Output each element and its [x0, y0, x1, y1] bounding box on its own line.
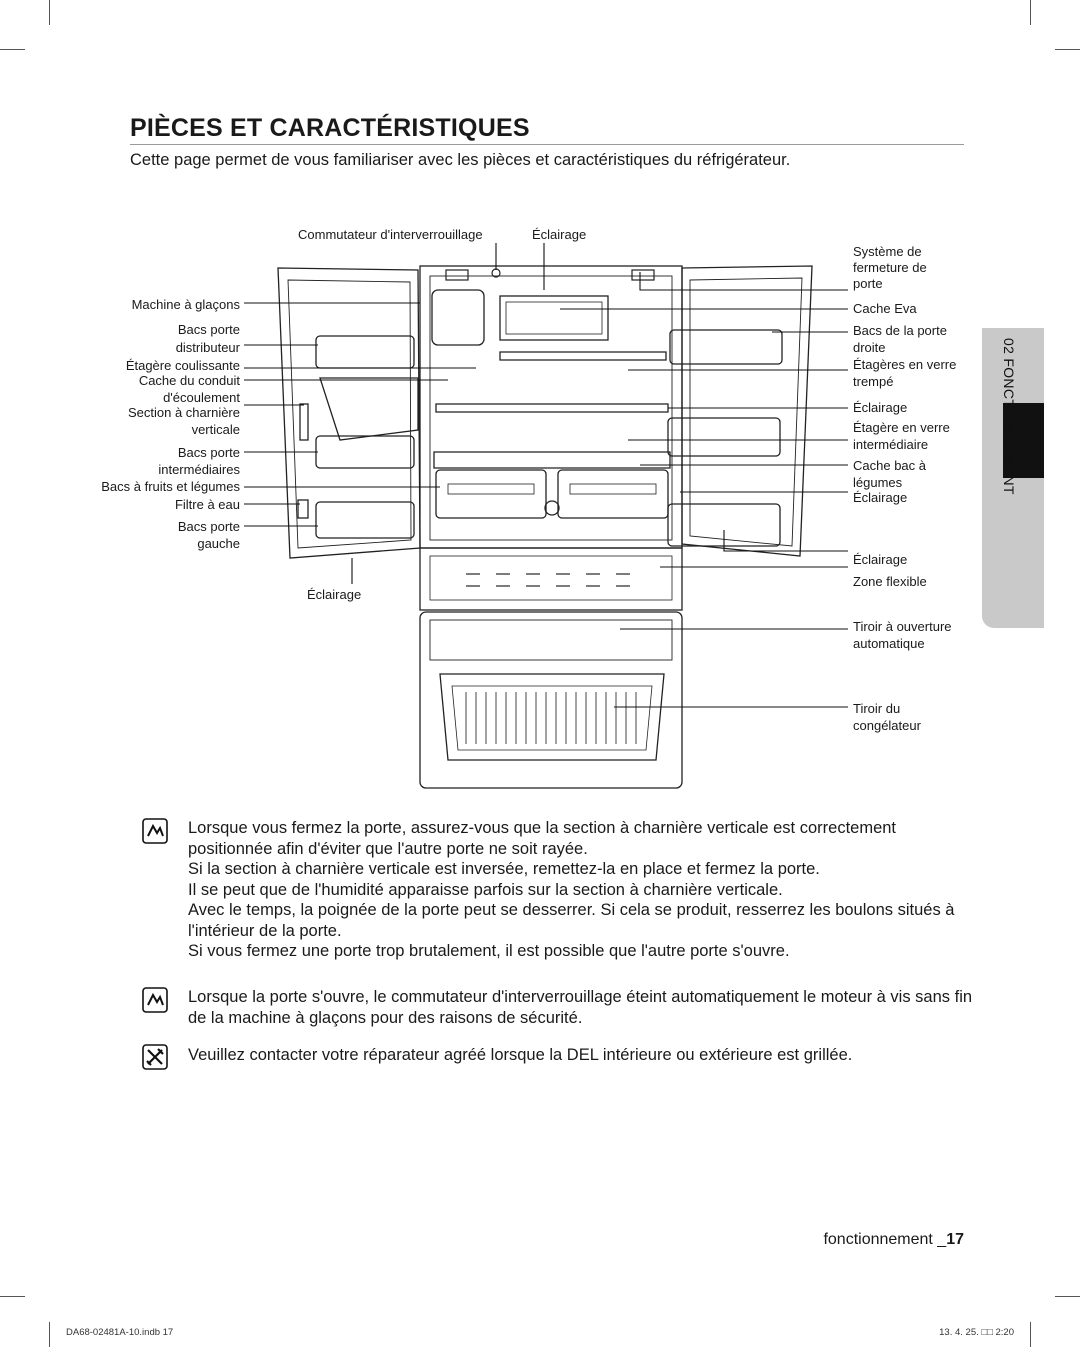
note-interlock: [188, 987, 978, 1028]
note-line: Lorsque vous fermez la porte, assurez-vous que la section à charnière verticale est correctement positionnée afin d'éviter que l'autre porte ne soit rayée.: [188, 819, 897, 858]
crop-mark: [49, 1322, 50, 1347]
page-title: PIÈCES ET CARACTÉRISTIQUES: [130, 114, 530, 142]
label-middle-bins-1: Bacs porte: [177, 445, 240, 460]
dispenser-bin: [316, 336, 414, 368]
crop-mark: [1030, 1322, 1031, 1347]
label-sliding-shelf: Étagère coulissante: [125, 358, 240, 373]
label-freezer-drawer-1: Tiroir du: [853, 701, 901, 716]
note-line: Si la section à charnière verticale est inversée, remettez-la en place et fermez la porte.: [188, 860, 820, 878]
note-line: Veuillez contacter votre réparateur agréé lorsque la DEL intérieure ou extérieure est grillée.: [188, 1046, 853, 1064]
water-filter: [298, 500, 308, 518]
note-led: [188, 1045, 978, 1066]
note-line: Si vous fermez une porte trop brutalement, il est possible que l'autre porte s'ouvre.: [188, 942, 790, 960]
label-ice-maker: Machine à glaçons: [131, 297, 240, 312]
label-right-bins-2: droite: [853, 340, 886, 355]
print-stamp: 13. 4. 25. □□ 2:20: [939, 1327, 1014, 1338]
flex-zone: [420, 548, 682, 610]
label-right-bins-1: Bacs de la porte: [853, 323, 947, 338]
label-hinge-section-1: Section à charnière: [127, 405, 240, 420]
glass-shelf-top: [500, 352, 666, 360]
label-crisper-cover-1: Cache bac à: [853, 458, 926, 473]
label-left-bins-1: Bacs porte: [177, 519, 240, 534]
label-drain-cover-2: d'écoulement: [163, 390, 240, 405]
label-light-2: Éclairage: [853, 490, 908, 505]
label-water-filter: Filtre à eau: [174, 497, 240, 512]
freezer-compartment: [420, 612, 682, 788]
label-interlock-switch: Commutateur d'interverrouillage: [298, 227, 483, 242]
file-name: DA68-02481A-10.indb 17: [66, 1327, 174, 1338]
note-line: Il se peut que de l'humidité apparaisse parfois sur la section à charnière verticale.: [188, 880, 783, 899]
label-middle-glass-shelf-1: Étagère en verre: [853, 420, 950, 435]
right-door-bin-middle: [668, 418, 780, 456]
fridge-compartment: [420, 266, 682, 548]
label-auto-drawer-2: automatique: [853, 636, 925, 651]
label-door-closing-2: fermeture de: [853, 260, 927, 275]
page-number: 17: [946, 1231, 964, 1248]
label-glass-shelves-2: trempé: [853, 374, 894, 389]
footer-section: fonctionnement _: [823, 1231, 947, 1248]
auto-open-drawer: [430, 620, 672, 660]
label-light-bottom: Éclairage: [307, 587, 362, 602]
section-tab-label: 02 FONCTIONNEMENT: [1001, 338, 1017, 495]
crisper-cover: [434, 452, 670, 468]
caution-icon: [142, 987, 168, 1013]
page-footer: [823, 1231, 964, 1249]
freezer-drawer: [440, 674, 664, 760]
middle-door-bin-left: [316, 436, 414, 468]
glass-shelf-middle: [436, 404, 668, 412]
left-door-bin: [316, 502, 414, 538]
label-middle-glass-shelf-2: intermédiaire: [853, 437, 929, 452]
label-flex-zone: Zone flexible: [853, 574, 927, 589]
crop-mark: [0, 1296, 25, 1297]
note-line: Avec le temps, la poignée de la porte peut se desserrer. Si cela se produit, resserrez les boulons situés à l'intérieur de la porte.: [188, 901, 955, 940]
label-hinge-section-2: verticale: [191, 422, 240, 437]
label-crisper-cover-2: légumes: [853, 475, 903, 490]
label-dispenser-bins-2: distributeur: [175, 340, 240, 355]
label-light-1: Éclairage: [853, 400, 908, 415]
label-glass-shelves-1: Étagères en verre: [853, 357, 957, 372]
label-eva-cover: Cache Eva: [853, 301, 917, 316]
label-auto-drawer-1: Tiroir à ouverture: [853, 619, 952, 634]
eva-cover: [500, 296, 608, 340]
left-door: [278, 268, 420, 558]
label-light-3: Éclairage: [853, 552, 908, 567]
note-door-hinge: [188, 818, 978, 962]
hinge-section: [300, 404, 308, 440]
note-line: Lorsque la porte s'ouvre, le commutateur d'interverrouillage éteint automatiquement le moteur à vis sans fin de la machine à glaçons pour des raisons de sécurité.: [188, 988, 973, 1027]
label-light-top: Éclairage: [532, 227, 587, 242]
dispenser-housing: [320, 378, 418, 440]
intro-text: Cette page permet de vous familiariser avec les pièces et caractéristiques du réfrigérateur.: [130, 151, 791, 169]
label-drain-cover-1: Cache du conduit: [138, 373, 240, 388]
tool-icon: [142, 1044, 168, 1070]
caution-icon: [142, 818, 168, 844]
label-freezer-drawer-2: congélateur: [853, 718, 921, 733]
right-door-bin-top: [670, 330, 782, 364]
ice-maker: [432, 290, 484, 345]
label-door-closing-1: Système de: [853, 244, 922, 259]
label-door-closing-3: porte: [853, 276, 883, 291]
label-middle-bins-2: intermédiaires: [158, 462, 240, 477]
crop-mark: [1055, 1296, 1080, 1297]
label-crisper-drawers: Bacs à fruits et légumes: [101, 479, 240, 494]
label-dispenser-bins-1: Bacs porte: [177, 322, 240, 337]
label-left-bins-2: gauche: [197, 536, 240, 551]
